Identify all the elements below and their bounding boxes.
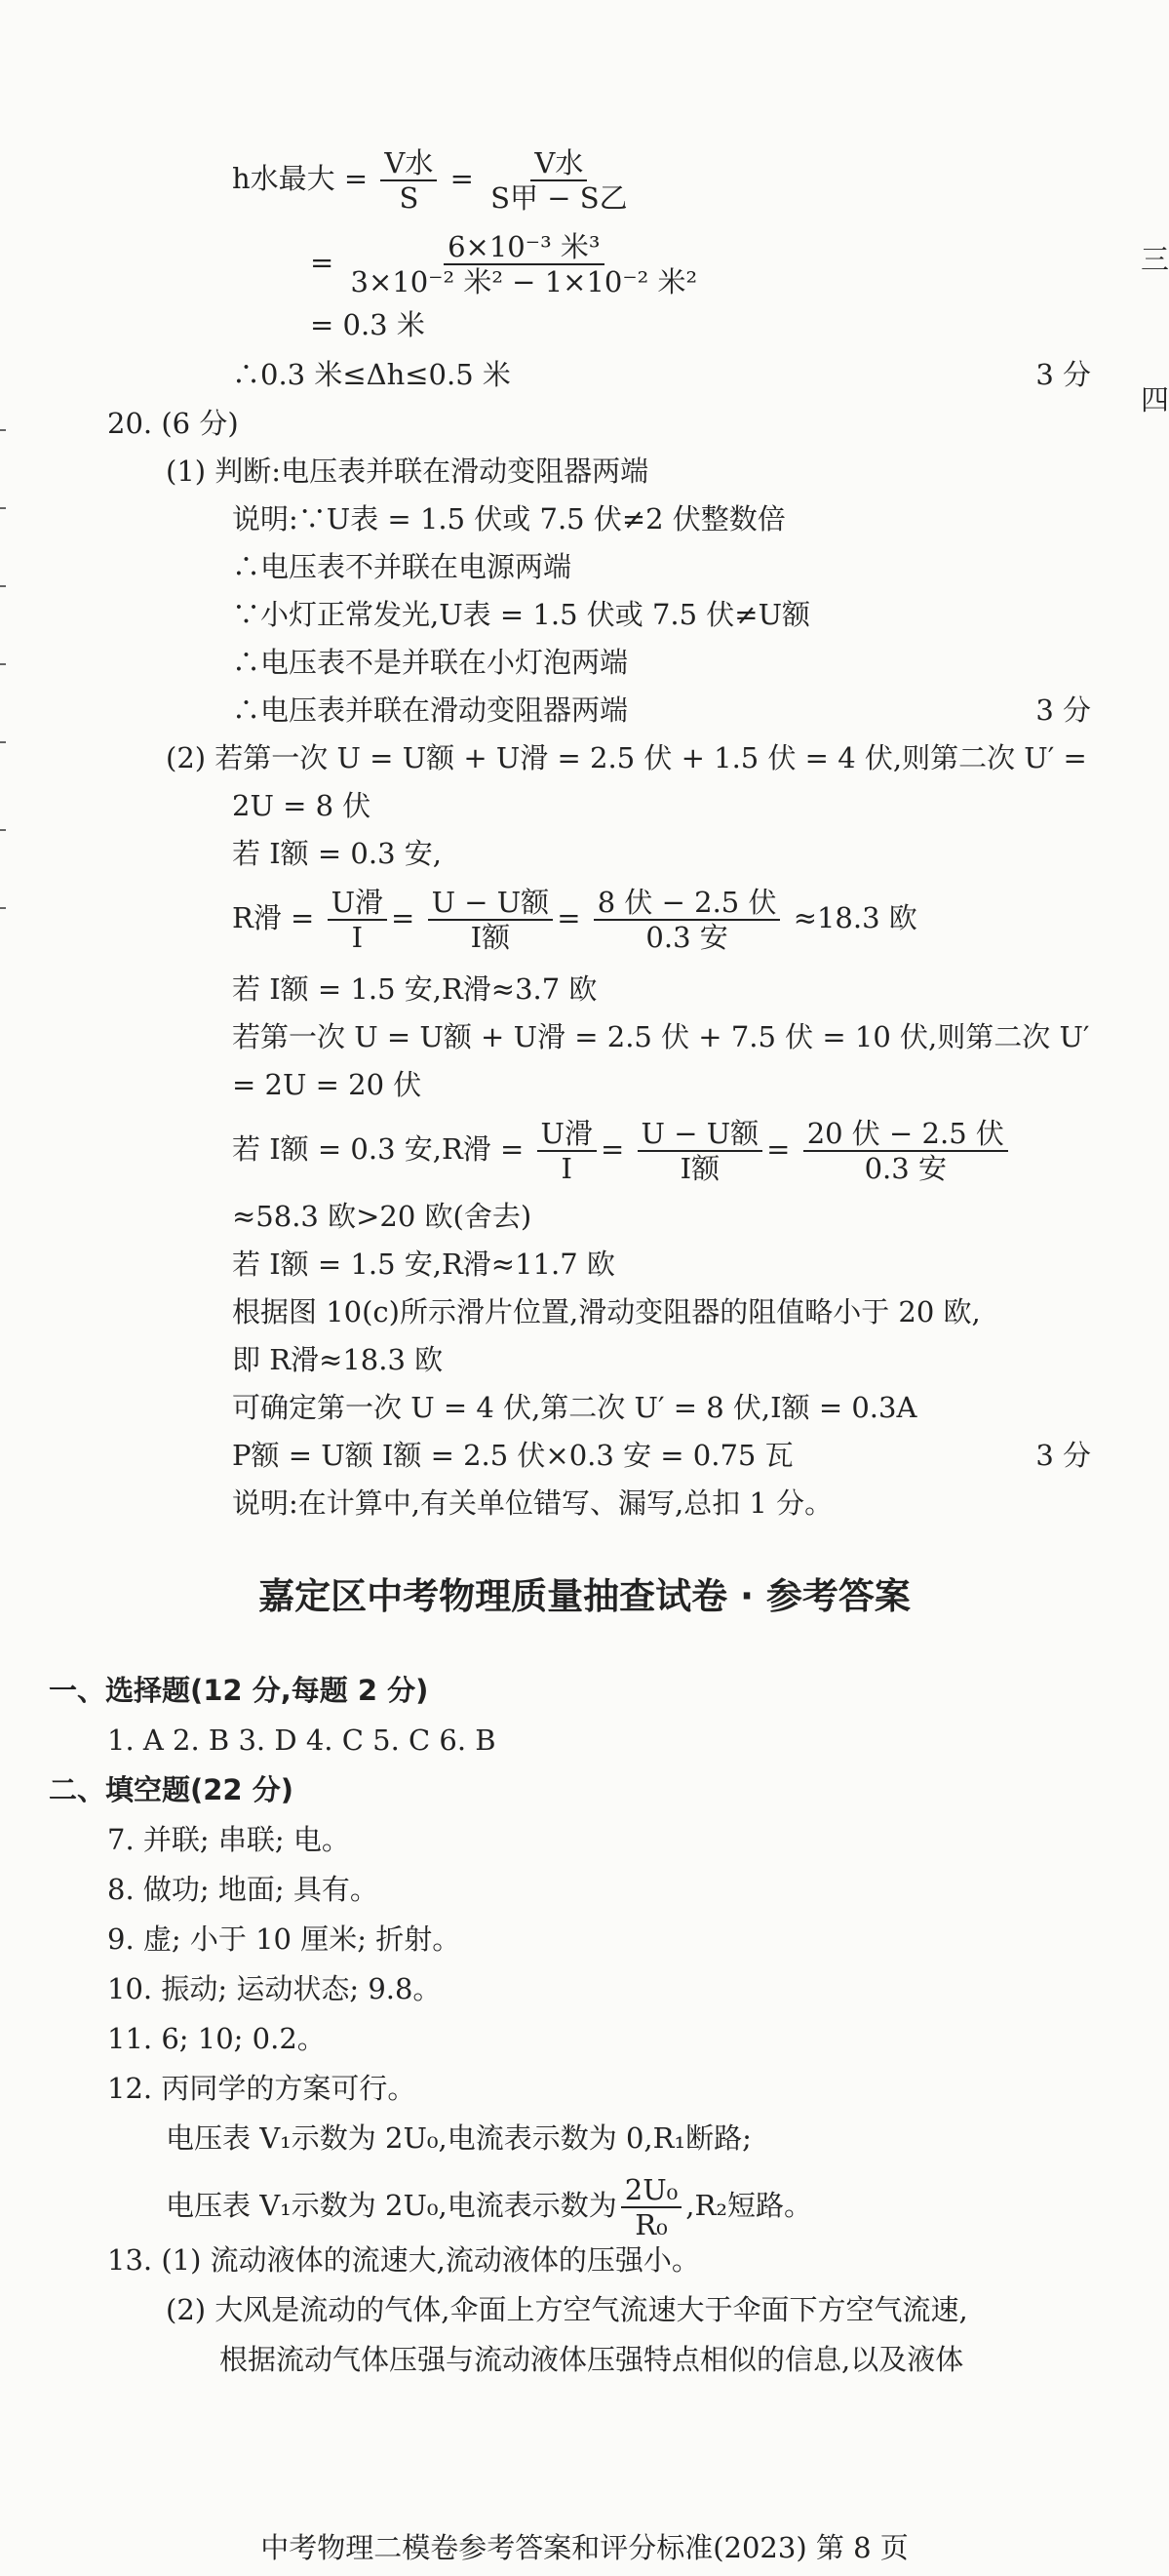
answer-line: 根据流动气体压强与流动液体压强特点相似的信息,以及液体	[219, 2343, 964, 2376]
answer-line: P额 = U额 I额 = 2.5 伏×0.3 安 = 0.75 瓦	[232, 1439, 794, 1472]
answer-line: 若 I额 = 1.5 安,R滑≈3.7 欧	[232, 972, 598, 1006]
section-heading: 二、填空题(22 分)	[49, 1773, 293, 1806]
score: 3 分	[1035, 1439, 1091, 1472]
section-heading: 一、选择题(12 分,每题 2 分)	[49, 1674, 429, 1707]
answer-line: 7. 并联; 串联; 电。	[107, 1823, 350, 1856]
conclusion-line: ∴0.3 米≤Δh≤0.5 米	[232, 358, 511, 391]
formula-r-slider-2: 若 I额 = 0.3 安,R滑 = $\frac{\text{U滑}}{I}$ = $\frac{\text{U − U额}}{\text{I额}}$ = $\frac{\text{20 伏 − 2.5 伏}}{\text{0.3 安}}$	[232, 1117, 1012, 1185]
side-char-si: 四	[1141, 383, 1169, 416]
choice-answers: 1. A 2. B 3. D 4. C 5. C 6. B	[107, 1724, 496, 1757]
binding-mark	[0, 829, 6, 831]
answer-line: 13. (1) 流动液体的流速大,流动液体的压强小。	[107, 2243, 700, 2277]
answer-line: (2) 大风是流动的气体,伞面上方空气流速大于伞面下方空气流速,	[166, 2293, 968, 2326]
answer-line: ∴电压表并联在滑动变阻器两端	[232, 694, 629, 727]
answer-line: ∴电压表不是并联在小灯泡两端	[232, 646, 629, 679]
answer-line: 11. 6; 10; 0.2。	[107, 2022, 326, 2055]
section-title: 嘉定区中考物理质量抽查试卷 · 参考答案	[258, 1575, 911, 1617]
answer-line: ∵小灯正常发光,U表 = 1.5 伏或 7.5 伏≠U额	[232, 598, 811, 631]
question-heading: 20. (6 分)	[107, 407, 239, 440]
answer-line: 若 I额 = 0.3 安,	[232, 837, 442, 870]
answer-line: 说明:∵U表 = 1.5 伏或 7.5 伏≠2 伏整数倍	[232, 502, 786, 535]
answer-line: 电压表 V₁示数为 2U₀,电流表示数为 0,R₁断路;	[166, 2121, 752, 2155]
score: 3 分	[1035, 694, 1091, 727]
page-footer: 中考物理二模卷参考答案和评分标准(2023) 第 8 页	[260, 2531, 909, 2564]
answer-line: = 2U = 20 伏	[232, 1068, 422, 1101]
answer-line: 8. 做功; 地面; 具有。	[107, 1873, 378, 1906]
answer-line-fraction: 电压表 V₁示数为 2U₀,电流表示数为 $\frac{\text{2U₀}}{\text{R₀}}$ ,R₂短路。	[166, 2173, 812, 2241]
answer-line: 根据图 10(c)所示滑片位置,滑动变阻器的阻值略小于 20 欧,	[232, 1295, 981, 1328]
answer-line: 2U = 8 伏	[232, 789, 371, 822]
answer-line: ∴电压表不并联在电源两端	[232, 550, 572, 583]
answer-line: ≈58.3 欧>20 欧(舍去)	[232, 1200, 532, 1233]
formula-hmax: h水最大 = $\frac{\text{V水}}{S}$ = $\frac{\text{V水}}{\text{S甲 − S乙}}$	[232, 146, 628, 215]
binding-mark	[0, 741, 6, 743]
side-char-san: 三	[1141, 243, 1169, 276]
binding-mark	[0, 507, 6, 509]
binding-mark	[0, 663, 6, 665]
binding-mark	[0, 429, 6, 431]
binding-mark	[0, 585, 6, 587]
answer-line: (2) 若第一次 U = U额 + U滑 = 2.5 伏 + 1.5 伏 = 4 伏,则第二次 U′ =	[166, 741, 1087, 774]
answer-line: (1) 判断:电压表并联在滑动变阻器两端	[166, 455, 649, 488]
formula-r-slider: R滑 = $\frac{\text{U滑}}{I}$ = $\frac{\text{U − U额}}{\text{I额}}$ = $\frac{\text{8 伏 − 2.5 伏}}{\text{0.3 安}}$ ≈18.3 欧	[232, 886, 917, 954]
answer-line: 可确定第一次 U = 4 伏,第二次 U′ = 8 伏,I额 = 0.3A	[232, 1391, 917, 1424]
score: 3 分	[1035, 358, 1091, 391]
answer-line: 12. 丙同学的方案可行。	[107, 2072, 416, 2105]
answer-line: 若 I额 = 1.5 安,R滑≈11.7 欧	[232, 1248, 615, 1281]
formula-hmax-value: = $\frac{\text{6×10⁻³ 米³}}{\text{3×10⁻² 米² − 1×10⁻² 米²}}$	[310, 230, 698, 298]
formula-line: = 0.3 米	[310, 308, 425, 341]
binding-mark	[0, 907, 6, 909]
answer-line: 9. 虚; 小于 10 厘米; 折射。	[107, 1922, 461, 1956]
note-line: 说明:在计算中,有关单位错写、漏写,总扣 1 分。	[232, 1486, 834, 1520]
answer-line: 即 R滑≈18.3 欧	[232, 1343, 444, 1376]
answer-line: 若第一次 U = U额 + U滑 = 2.5 伏 + 7.5 伏 = 10 伏,则第二次 U′	[232, 1020, 1090, 1053]
answer-line: 10. 振动; 运动状态; 9.8。	[107, 1972, 442, 2005]
